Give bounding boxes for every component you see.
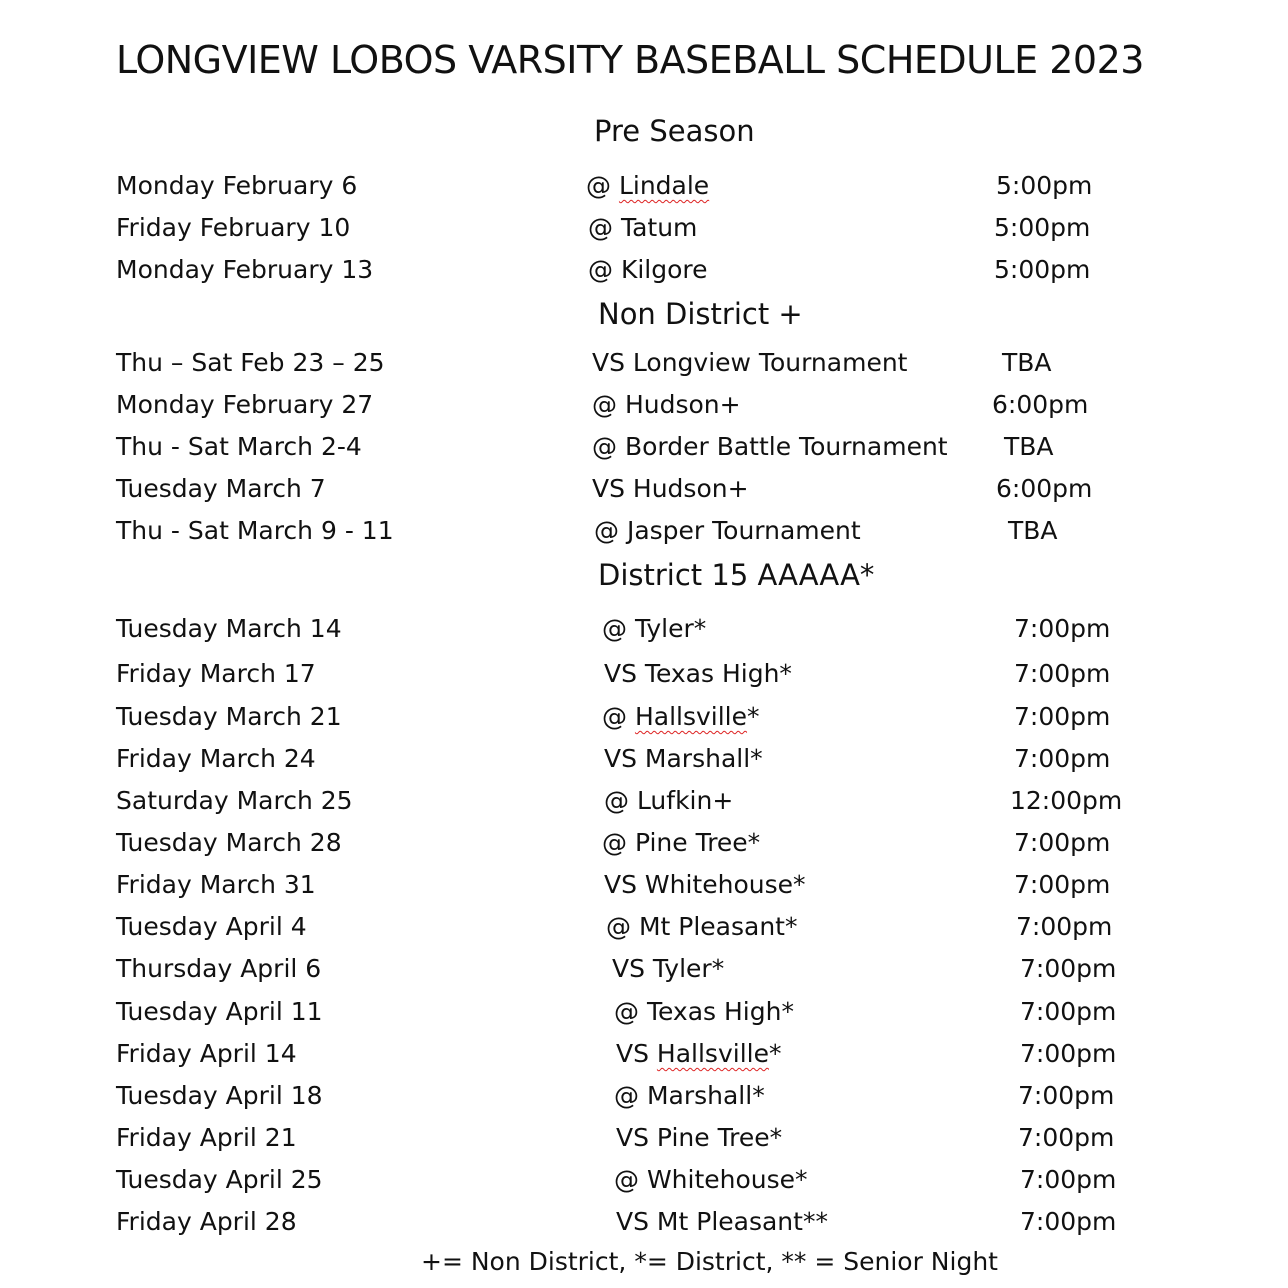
game-date: Saturday March 25 <box>116 786 353 815</box>
game-time: 12:00pm <box>1010 786 1123 815</box>
game-time: 7:00pm <box>1020 954 1117 983</box>
game-date: Tuesday April 25 <box>116 1165 323 1194</box>
game-opponent: @ Mt Pleasant* <box>606 912 798 941</box>
game-date: Friday April 14 <box>116 1039 297 1068</box>
game-opponent: @ Lufkin+ <box>604 786 734 815</box>
game-date: Thu – Sat Feb 23 – 25 <box>116 348 385 377</box>
game-opponent: VS Mt Pleasant** <box>616 1207 828 1236</box>
game-date: Friday April 28 <box>116 1207 297 1236</box>
section-heading-district: District 15 AAAAA* <box>598 558 875 592</box>
game-time: 6:00pm <box>992 390 1089 419</box>
game-date: Friday February 10 <box>116 213 351 242</box>
opponent-name: Hallsville <box>634 702 748 731</box>
opponent-prefix: @ <box>602 702 635 731</box>
game-time: 7:00pm <box>1014 870 1111 899</box>
game-opponent: VS Hudson+ <box>592 474 749 503</box>
opponent-name: Lindale <box>618 171 710 200</box>
game-opponent <box>616 1039 781 1069</box>
game-date: Tuesday March 21 <box>116 702 342 731</box>
game-time: 7:00pm <box>1020 997 1117 1026</box>
game-opponent: VS Whitehouse* <box>604 870 806 899</box>
game-time: 7:00pm <box>1014 828 1111 857</box>
game-opponent: @ Border Battle Tournament <box>592 432 948 461</box>
schedule-legend: += Non District, *= District, ** = Senior Night <box>421 1247 998 1276</box>
game-time: 7:00pm <box>1020 1165 1117 1194</box>
game-opponent <box>586 171 709 201</box>
game-date: Friday March 31 <box>116 870 316 899</box>
game-date: Tuesday March 28 <box>116 828 342 857</box>
game-time: TBA <box>1008 516 1058 545</box>
game-date: Thu - Sat March 9 - 11 <box>116 516 394 545</box>
game-time: 7:00pm <box>1014 744 1111 773</box>
game-time: 5:00pm <box>994 255 1091 284</box>
game-date: Friday March 24 <box>116 744 316 773</box>
section-heading-non-district: Non District + <box>598 297 803 331</box>
game-opponent: @ Whitehouse* <box>614 1165 808 1194</box>
opponent-name: Hallsville <box>656 1039 769 1068</box>
game-opponent: @ Kilgore <box>588 255 708 284</box>
game-date: Tuesday April 11 <box>116 997 323 1026</box>
game-time: 7:00pm <box>1020 1039 1117 1068</box>
game-time: TBA <box>1002 348 1052 377</box>
game-date: Monday February 27 <box>116 390 374 419</box>
game-time: TBA <box>1004 432 1054 461</box>
game-opponent: @ Marshall* <box>614 1081 765 1110</box>
game-date: Tuesday March 7 <box>116 474 326 503</box>
game-date: Friday March 17 <box>116 659 316 688</box>
game-time: 7:00pm <box>1018 1081 1115 1110</box>
game-opponent: @ Texas High* <box>614 997 794 1026</box>
game-date: Tuesday April 4 <box>116 912 307 941</box>
game-time: 5:00pm <box>996 171 1093 200</box>
game-time: 7:00pm <box>1016 912 1113 941</box>
opponent-prefix: @ <box>586 171 619 200</box>
game-date: Thu - Sat March 2-4 <box>116 432 362 461</box>
game-opponent: @ Hudson+ <box>592 390 741 419</box>
game-opponent: VS Texas High* <box>604 659 792 688</box>
game-opponent: @ Tyler* <box>602 614 707 643</box>
opponent-suffix: * <box>747 702 760 731</box>
game-date: Tuesday March 14 <box>116 614 342 643</box>
game-time: 5:00pm <box>994 213 1091 242</box>
game-date: Monday February 13 <box>116 255 374 284</box>
opponent-suffix: * <box>768 1039 782 1068</box>
game-opponent <box>602 702 760 732</box>
game-opponent: @ Tatum <box>588 213 698 242</box>
game-time: 7:00pm <box>1014 702 1111 731</box>
game-time: 7:00pm <box>1020 1207 1117 1236</box>
game-date: Monday February 6 <box>116 171 358 200</box>
game-opponent: VS Pine Tree* <box>616 1123 783 1152</box>
game-opponent: VS Longview Tournament <box>592 348 908 377</box>
opponent-prefix: VS <box>616 1039 657 1068</box>
game-opponent: @ Jasper Tournament <box>594 516 861 545</box>
game-opponent: VS Marshall* <box>604 744 763 773</box>
game-opponent: @ Pine Tree* <box>602 828 761 857</box>
game-date: Tuesday April 18 <box>116 1081 323 1110</box>
game-time: 6:00pm <box>996 474 1093 503</box>
section-heading-pre-season: Pre Season <box>594 114 755 148</box>
game-time: 7:00pm <box>1018 1123 1115 1152</box>
game-time: 7:00pm <box>1014 659 1111 688</box>
game-date: Friday April 21 <box>116 1123 297 1152</box>
game-date: Thursday April 6 <box>116 954 322 983</box>
game-opponent: VS Tyler* <box>612 954 725 983</box>
schedule-title: LONGVIEW LOBOS VARSITY BASEBALL SCHEDULE 2023 <box>116 38 1144 82</box>
game-time: 7:00pm <box>1014 614 1111 643</box>
